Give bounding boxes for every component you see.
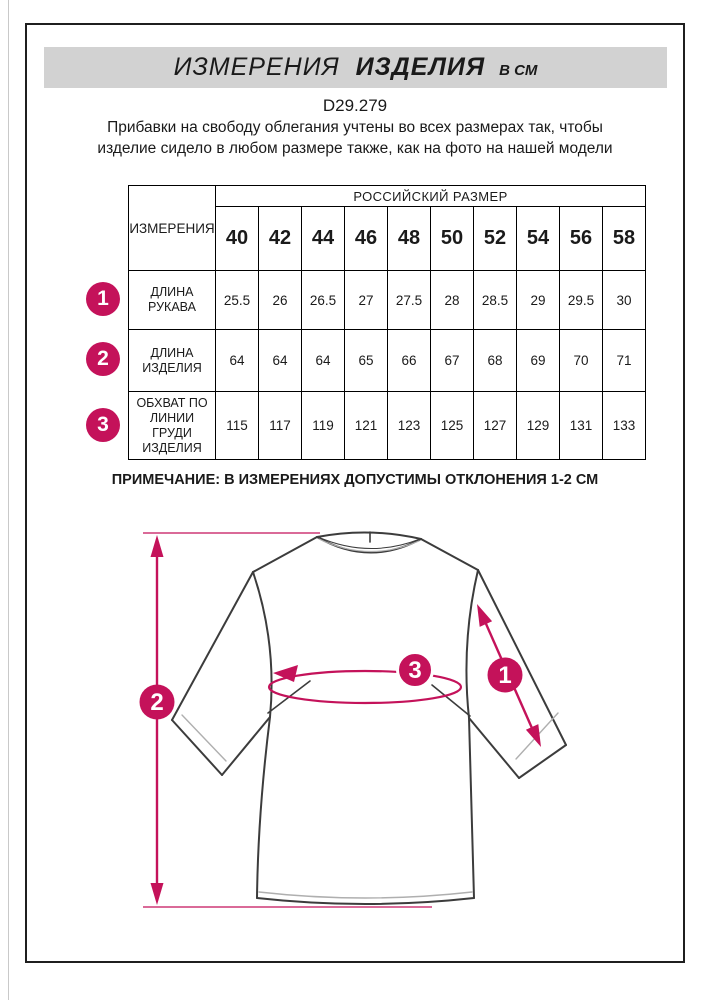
measurement-value: 117: [259, 392, 302, 460]
hem-fold-line: [259, 892, 472, 898]
article-code: D29.279: [322, 96, 388, 115]
marker-1-number: 1: [498, 662, 512, 689]
measurement-value: 27: [345, 271, 388, 330]
size-column-header: 58: [603, 207, 646, 271]
measurement-value: 26.5: [302, 271, 345, 330]
measurement-value: 133: [603, 392, 646, 460]
table-row: [129, 392, 646, 460]
size-column-header: 52: [474, 207, 517, 271]
tshirt-drawing: [172, 532, 566, 904]
measurement-value: 70: [560, 330, 603, 392]
size-table: [128, 185, 646, 460]
collar-shade-arc: [319, 539, 419, 552]
measurement-value: 25.5: [216, 271, 259, 330]
measurement-value: 127: [474, 392, 517, 460]
measurements-column-header: ИЗМЕРЕНИЯ: [129, 186, 216, 271]
measurement-value: 131: [560, 392, 603, 460]
left-armhole-curve: [253, 572, 272, 717]
body-right-edge: [469, 718, 474, 898]
size-column-header: 46: [345, 207, 388, 271]
measurement-label: ОБХВАТ ПО ЛИНИИ ГРУДИ ИЗДЕЛИЯ: [129, 392, 216, 460]
table-header-row: [129, 186, 646, 207]
chest-measure-ellipse: [269, 653, 461, 704]
size-column-header: 40: [216, 207, 259, 271]
measurement-label: ДЛИНА ИЗДЕЛИЯ: [129, 330, 216, 392]
size-column-header: 50: [431, 207, 474, 271]
measurement-value: 27.5: [388, 271, 431, 330]
page-edge-line: [8, 0, 9, 1000]
measurement-value: 26: [259, 271, 302, 330]
measurement-value: 29: [517, 271, 560, 330]
row-number-badge: 3: [86, 408, 120, 442]
measurement-value: 67: [431, 330, 474, 392]
table-row: [129, 271, 646, 330]
row-number-badge: 2: [86, 342, 120, 376]
row-number-badge: 1: [86, 282, 120, 316]
right-shoulder-seam: [421, 539, 478, 570]
size-column-header: 48: [388, 207, 431, 271]
measurement-value: 119: [302, 392, 345, 460]
russian-size-header: РОССИЙСКИЙ РАЗМЕР: [216, 186, 646, 207]
measurement-value: 64: [302, 330, 345, 392]
measurement-value: 121: [345, 392, 388, 460]
length-measure-arrow: [140, 533, 433, 907]
measurement-label: ДЛИНА РУКАВА: [129, 271, 216, 330]
left-sleeve-cuff-edge: [172, 720, 222, 775]
sleeve-arrow-head-top: [477, 604, 492, 627]
marker-3-number: 3: [408, 657, 422, 684]
size-column-header: 56: [560, 207, 603, 271]
measurement-value: 129: [517, 392, 560, 460]
measurement-value: 66: [388, 330, 431, 392]
size-column-header: 44: [302, 207, 345, 271]
size-column-header: 54: [517, 207, 560, 271]
measurement-value: 115: [216, 392, 259, 460]
fit-description: Прибавки на свободу облегания учтены во всех размерах так, чтобы изделие сидело в любом размере также, как на фото на нашей модели: [97, 119, 613, 157]
left-shoulder-seam: [253, 537, 317, 572]
size-table-body: [129, 271, 646, 460]
hem-edge: [257, 898, 474, 904]
title-units: В СМ: [499, 62, 538, 79]
sleeve-arrow-head-bottom: [526, 724, 541, 747]
document-frame: [25, 23, 685, 963]
right-sleeve-inner-edge: [469, 718, 519, 778]
measurement-value: 123: [388, 392, 431, 460]
measurement-value: 30: [603, 271, 646, 330]
title-word-measurements: ИЗМЕРЕНИЯ: [173, 53, 340, 81]
measurement-value: 68: [474, 330, 517, 392]
measurement-value: 64: [216, 330, 259, 392]
left-sleeve-inner-edge: [222, 717, 270, 775]
body-left-edge: [257, 717, 270, 898]
chest-arrow-head: [273, 665, 298, 682]
length-arrow-head-top: [151, 535, 164, 557]
title-word-product: ИЗДЕЛИЯ: [355, 53, 486, 81]
right-armhole-curve: [466, 570, 478, 718]
measurement-value: 28.5: [474, 271, 517, 330]
measurement-value: 69: [517, 330, 560, 392]
right-sleeve-cuff-edge: [519, 745, 566, 778]
measurement-value: 64: [259, 330, 302, 392]
tolerance-note: ПРИМЕЧАНИЕ: В ИЗМЕРЕНИЯХ ДОПУСТИМЫ ОТКЛОНЕНИЯ 1-2 СМ: [111, 472, 599, 488]
collar-top-line: [317, 532, 421, 539]
left-sleeve-outer-edge: [172, 572, 253, 720]
size-column-header: 42: [259, 207, 302, 271]
title-bar: [44, 47, 667, 88]
measurement-value: 28: [431, 271, 474, 330]
measurement-value: 29.5: [560, 271, 603, 330]
measurement-value: 65: [345, 330, 388, 392]
length-arrow-head-bottom: [151, 883, 164, 905]
marker-2-number: 2: [150, 689, 164, 716]
tshirt-measurement-diagram: [120, 523, 600, 917]
right-underarm-seam: [432, 685, 470, 716]
table-row: [129, 330, 646, 392]
measurement-value: 71: [603, 330, 646, 392]
measurement-value: 125: [431, 392, 474, 460]
